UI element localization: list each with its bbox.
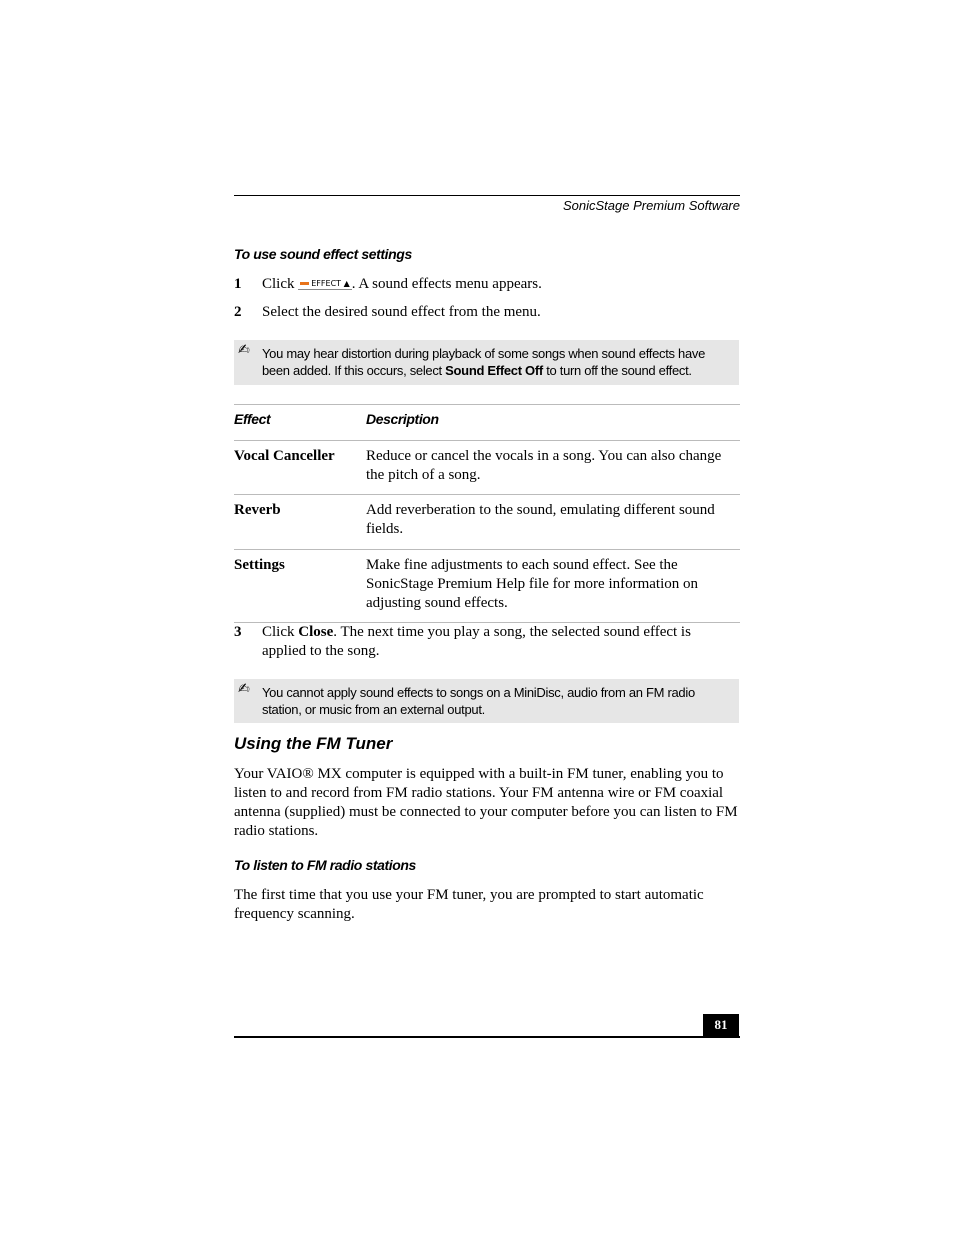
step-3: Click Close. The next time you play a song, the selected sound effect is applied to the song. (262, 624, 691, 659)
subheading-listen: To listen to FM radio stations (234, 857, 416, 873)
table-rule (234, 549, 740, 550)
step-text: . A sound effects menu appears. (351, 276, 542, 292)
subheading-sound-effects: To use sound effect settings (234, 246, 412, 262)
step-number: 1 (234, 276, 242, 292)
note-pencil-icon: ✍ (238, 342, 250, 358)
body-paragraph: The first time that you use your FM tuner, you are prompted to start automatic frequency scanning. (234, 887, 704, 922)
table-rule (234, 404, 740, 405)
table-cell-effect: Vocal Canceller (234, 448, 335, 464)
effect-label: EFFECT (311, 279, 342, 289)
table-rule (234, 440, 740, 441)
body-paragraph: Your VAIO® MX computer is equipped with a built-in FM tuner, enabling you to listen to and record from FM radio stations. Your FM antenna wire or FM coaxial antenna (supplied) must be connected to your computer before you can listen to FM radio stations. (234, 766, 738, 839)
table-cell-effect: Settings (234, 557, 285, 573)
step-number: 2 (234, 304, 242, 320)
step-1 (262, 275, 740, 294)
section-heading-fm-tuner: Using the FM Tuner (234, 734, 393, 753)
note-text: You cannot apply sound effects to songs on a MiniDisc, audio from an FM radio station, or music from an external output. (262, 685, 695, 717)
note-box (234, 340, 739, 385)
header-rule (234, 195, 740, 196)
step-text: Click (262, 276, 295, 292)
note-box (234, 679, 739, 723)
page-number: 81 (703, 1014, 739, 1037)
table-header-effect: Effect (234, 411, 271, 427)
effect-button[interactable] (298, 279, 352, 290)
table-rule (234, 494, 740, 495)
table-cell-description: Reduce or cancel the vocals in a song. You can also change the pitch of a song. (366, 448, 722, 483)
note-pencil-icon: ✍ (238, 681, 250, 697)
step-number: 3 (234, 624, 242, 640)
table-cell-effect: Reverb (234, 502, 281, 518)
effect-bar-icon (300, 282, 309, 285)
table-cell-description: Make fine adjustments to each sound effect. See the SonicStage Premium Help file for more information on adjusting sound effects. (366, 557, 699, 611)
footer-rule (234, 1036, 740, 1038)
note-text: You may hear distortion during playback of some songs when sound effects have been added. If this occurs, select Sound Effect Off to turn off the sound effect. (262, 346, 706, 378)
table-cell-description: Add reverberation to the sound, emulating different sound fields. (366, 502, 715, 537)
table-header-description: Description (366, 411, 439, 427)
running-header: SonicStage Premium Software (562, 198, 740, 213)
step-2: Select the desired sound effect from the menu. (262, 304, 541, 320)
triangle-up-icon: ▲ (343, 279, 350, 289)
